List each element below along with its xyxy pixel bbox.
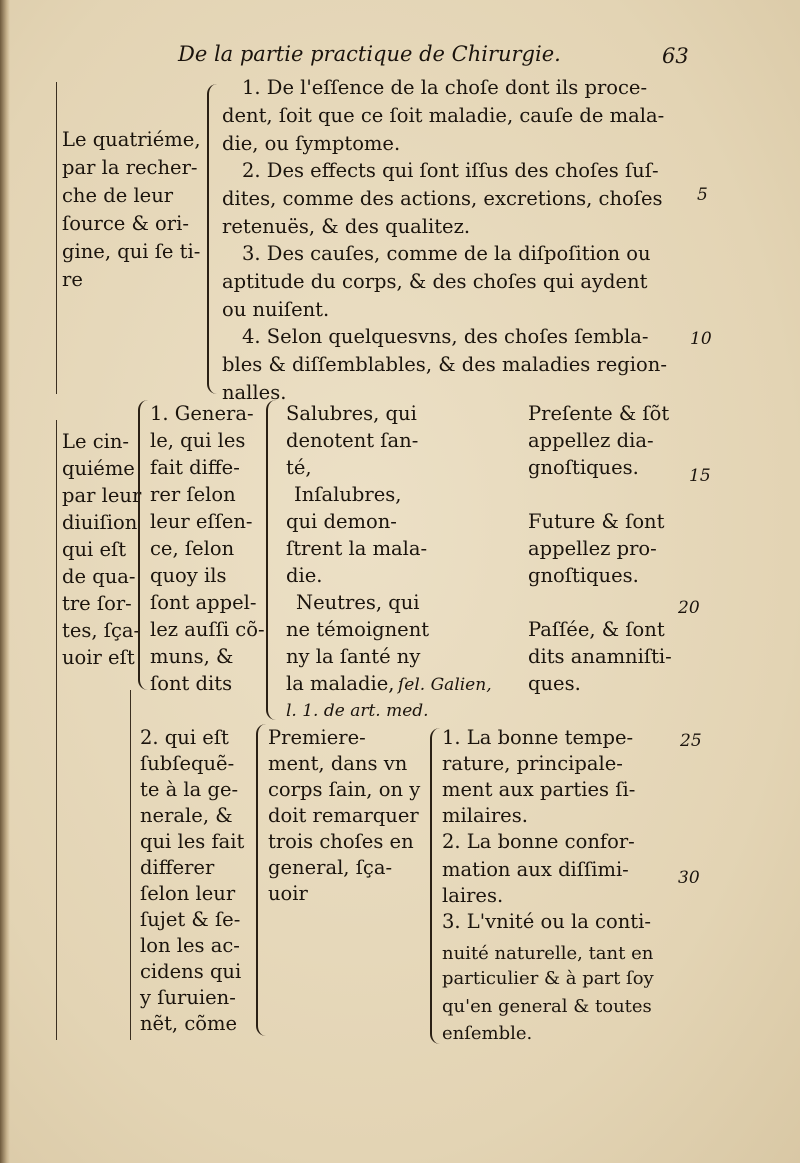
sub2-col1-line: differer: [140, 856, 215, 879]
sub2-col3-line: mation aux diſſimi-: [442, 858, 629, 881]
citation-line: ſel. Galien,: [398, 675, 492, 695]
section5-col1-line: 1. Genera-: [150, 402, 254, 425]
section5-col2-line: ſtrent la mala-: [286, 537, 428, 560]
section5-col3-line: gnoſtiques.: [528, 564, 639, 587]
section5-label-line: Le cin-: [62, 430, 129, 453]
sub2-col2-line: corps ſain, on y: [268, 778, 421, 801]
section4-left-rule: [56, 82, 57, 394]
sub2-col3-line: 2. La bonne confor-: [442, 830, 635, 853]
sub2-col3-line: nuité naturelle, tant en: [442, 943, 654, 964]
sub2-col1-line: ſelon leur: [140, 882, 236, 905]
sub2-col3-brace: [430, 728, 441, 1044]
section4-brace: [207, 84, 219, 394]
section4-label-line: par la recher-: [62, 156, 198, 179]
section4-label-line: re: [62, 268, 83, 291]
section5-col1-line: ce, ſelon: [150, 537, 235, 560]
section5-col1-line: rer ſelon: [150, 483, 236, 506]
section4-item-line: bles & diſſemblables, & des maladies region-: [222, 353, 667, 376]
section4-label-line: ſource & ori-: [62, 212, 189, 235]
section4-item-line: dites, comme des actions, excretions, choſes: [222, 187, 663, 210]
line-number: 20: [678, 598, 700, 618]
section5-col2-line: die.: [286, 564, 323, 587]
line-number: 10: [690, 329, 712, 349]
sub2-col2-line: doit remarquer: [268, 804, 419, 827]
section5-label-line: uoir eſt: [62, 646, 135, 669]
section5-col1-line: lez auſſi cõ-: [150, 618, 265, 641]
running-header: De la partie practique de Chirurgie.: [178, 42, 561, 66]
section5-col3-line: Preſente & ſõt: [528, 402, 670, 425]
section4-item-line: 4. Selon quelquesvns, des choſes ſembla-: [242, 325, 649, 348]
section5-col2-line: qui demon-: [286, 510, 397, 533]
section5-col1-line: quoy ils: [150, 564, 227, 587]
section5-col2-line: denotent ſan-: [286, 429, 419, 452]
section5-label-line: tre ſor-: [62, 592, 132, 615]
section5-label-line: quiéme: [62, 457, 135, 480]
sub2-col1-line: nerale, &: [140, 804, 233, 827]
section4-item-line: 3. Des cauſes, comme de la diſpoſition ou: [242, 242, 651, 265]
section5-label-line: qui eſt: [62, 538, 127, 561]
section5-col2-line: ny la ſanté ny: [286, 645, 421, 668]
section5-col3-line: Paſſée, & ſont: [528, 618, 665, 641]
sub2-col2-brace: [256, 724, 267, 1036]
page-spine-shadow: [0, 0, 10, 1163]
section4-item-line: die, ou ſymptome.: [222, 132, 401, 155]
citation-line: l. 1. de art. med.: [286, 701, 429, 721]
sub2-col3-line: particulier & à part ſoy: [442, 968, 654, 989]
section5-col3-line: dits anamniſti-: [528, 645, 672, 668]
line-number: 30: [678, 868, 700, 888]
sub2-col1-line: y ſuruien-: [140, 986, 236, 1009]
sub2-col3-line: laires.: [442, 884, 504, 907]
section5-label-line: tes, ſça-: [62, 619, 141, 642]
sub2-col1-line: cidens qui: [140, 960, 242, 983]
sub2-col2-line: trois choſes en: [268, 830, 414, 853]
section4-item-line: aptitude du corps, & des choſes qui aydent: [222, 270, 648, 293]
section4-label-line: gine, qui ſe ti-: [62, 240, 201, 263]
sub2-col2-line: ment, dans vn: [268, 752, 408, 775]
section5-label-line: par leur: [62, 484, 142, 507]
section5-col1-line: le, qui les: [150, 429, 246, 452]
sub2-col3-line: rature, principale-: [442, 752, 623, 775]
section5-col3-line: appellez dia-: [528, 429, 654, 452]
section4-item-line: dent, ſoit que ce ſoit maladie, cauſe de mala-: [222, 104, 665, 127]
sub2-col3-line: 1. La bonne tempe-: [442, 726, 634, 749]
section5-col1-line: ſont appel-: [150, 591, 257, 614]
section5-col2-brace: [266, 400, 277, 720]
sub2-col2-line: uoir: [268, 882, 308, 905]
section5-col2-line: ne témoignent: [286, 618, 430, 641]
section5-col2-line: la maladie,: [286, 672, 395, 695]
line-number: 25: [680, 731, 702, 751]
section4-label-line: che de leur: [62, 184, 174, 207]
section5-col2-line: Salubres, qui: [286, 402, 417, 425]
section4-item-line: 2. Des effects qui ſont iſſus des choſes ſuſ-: [242, 159, 659, 182]
section4-item-line: retenuës, & des qualitez.: [222, 215, 471, 238]
sub2-col2-line: Premiere-: [268, 726, 366, 749]
section5-label-line: diuiſion: [62, 511, 138, 534]
section5-col2-line: Neutres, qui: [296, 591, 420, 614]
section5-col3-line: ques.: [528, 672, 581, 695]
sub2-col1-line: ſubſequẽ-: [140, 752, 235, 775]
section5-brace: [138, 400, 149, 690]
section5-col2-line: Inſalubres,: [294, 483, 402, 506]
sub2-col1-line: nẽt, cõme: [140, 1012, 238, 1035]
sub2-col3-line: ment aux parties ſi-: [442, 778, 636, 801]
section5-col3-line: appellez pro-: [528, 537, 657, 560]
sub2-col2-line: general, ſça-: [268, 856, 393, 879]
section5-col1-line: leur eſſen-: [150, 510, 253, 533]
section4-label-line: Le quatriéme,: [62, 128, 201, 151]
sub2-col1-line: lon les ac-: [140, 934, 240, 957]
line-number: 5: [697, 185, 708, 205]
section5-col1-line: ſont dits: [150, 672, 233, 695]
sub2-col1-line: te à la ge-: [140, 778, 239, 801]
section4-item-line: 1. De l'eſſence de la choſe dont ils proce-: [242, 76, 648, 99]
section4-item-line: nalles.: [222, 381, 287, 404]
section5-col3-line: Future & ſont: [528, 510, 665, 533]
section5-col1-line: fait diffe-: [150, 456, 240, 479]
section5-label-line: de qua-: [62, 565, 136, 588]
line-number: 15: [689, 466, 711, 486]
page-number: 63: [662, 44, 689, 68]
section5-col3-line: gnoſtiques.: [528, 456, 639, 479]
section5-col1-line: muns, &: [150, 645, 234, 668]
sub2-col3-line: enſemble.: [442, 1023, 533, 1044]
sub2-col1-line: qui les fait: [140, 830, 245, 853]
sub2-col3-line: 3. L'vnité ou la conti-: [442, 910, 651, 933]
section4-item-line: ou nuiſent.: [222, 298, 330, 321]
section5-col2-line: té,: [286, 456, 312, 479]
sub2-col3-line: milaires.: [442, 804, 528, 827]
section5-left-rule: [56, 420, 57, 1040]
sub2-col1-line: ſujet & ſe-: [140, 908, 241, 931]
sub2-left-rule: [130, 690, 131, 1040]
sub2-col3-line: qu'en general & toutes: [442, 996, 652, 1017]
sub2-col1-line: 2. qui eſt: [140, 726, 229, 749]
